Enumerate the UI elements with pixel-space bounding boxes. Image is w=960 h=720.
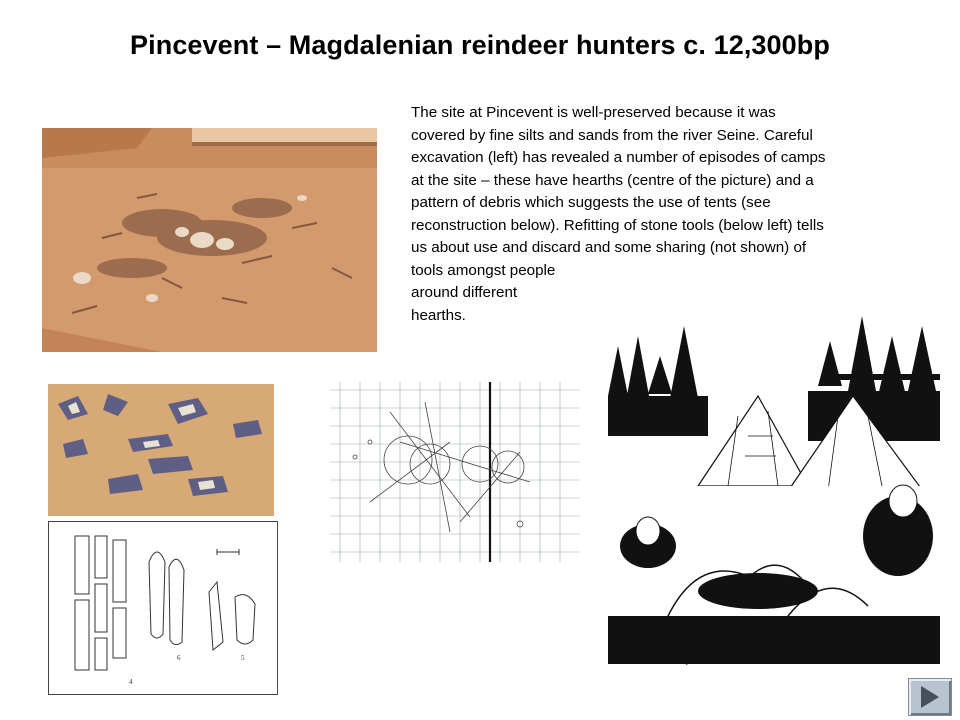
- next-arrow-icon: [921, 686, 939, 708]
- drawing-number: 6: [177, 654, 181, 662]
- next-slide-button[interactable]: [908, 678, 952, 716]
- body-line: at the site – these have hearths (centre of the picture) and a: [411, 171, 814, 189]
- body-line: around different: [411, 284, 518, 301]
- camp-reconstruction-illustration: [608, 286, 940, 664]
- drawing-number: 5: [241, 654, 245, 662]
- body-line: covered by fine silts and sands from the river Seine. Careful: [411, 126, 813, 144]
- refitting-photo: [48, 384, 274, 516]
- illustration-caption: [636, 646, 936, 666]
- caption-line: Reindeer hunters at Pincevent – an artist's impression of the scene at this Upper: [636, 646, 894, 655]
- body-line: reconstruction below). Refitting of stone tools (below left) tells: [411, 216, 824, 234]
- caption-line: Paleolithic camp in southern France.: [636, 656, 756, 665]
- body-line: us about use and discard and some sharing (not shown) of: [411, 239, 807, 256]
- excavation-photo: [42, 128, 377, 352]
- stone-tool-drawings: [48, 521, 278, 695]
- body-line: tools amongst people: [411, 261, 556, 279]
- slide-title: Pincevent – Magdalenian reindeer hunters c. 12,300bp: [130, 30, 830, 60]
- body-line: pattern of debris which suggests the use of tents (see: [411, 194, 771, 211]
- drawing-number: 4: [129, 678, 133, 686]
- body-line: excavation (left) has revealed a number of episodes of camps: [411, 149, 826, 166]
- body-line: hearths.: [411, 306, 466, 324]
- body-line: The site at Pincevent is well-preserved because it was: [411, 104, 776, 121]
- site-plan-diagram: [330, 382, 580, 562]
